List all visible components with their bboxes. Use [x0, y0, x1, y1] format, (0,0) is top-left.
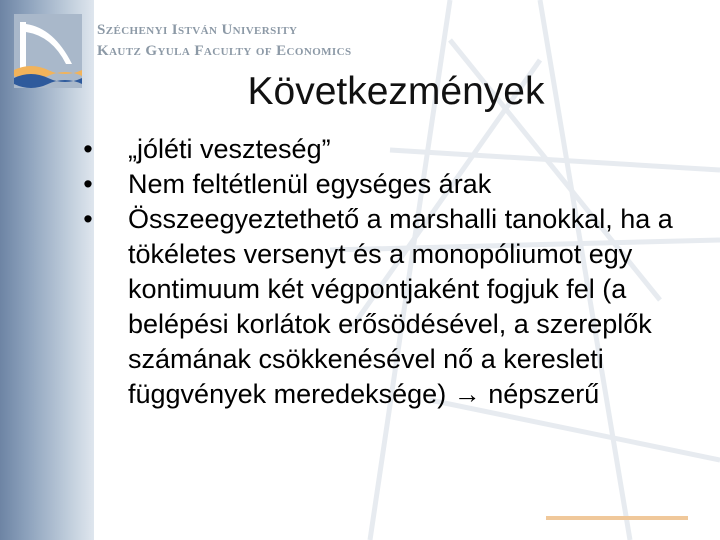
bullet-marker: • [83, 169, 93, 199]
university-name: Széchenyi István University [97, 22, 298, 38]
bullet-item [78, 132, 708, 167]
footer-accent-line [546, 516, 688, 520]
bullet-marker: • [83, 204, 93, 234]
bullet-marker: • [83, 134, 93, 164]
bullet-text: Nem feltétlenül egységes árak [128, 169, 492, 199]
bullet-text: Összeegyeztethető a marshalli tanokkal, ha a tökéletes versenyt és a monopóliumot egy kontimuum két végpontjaként fogjuk fel (a belépési korlátok erősödésével, a szereplők számának csökkenésével nő a keresleti függvények meredeksége) → népszerű [128, 204, 673, 409]
slide-title: Következmények [247, 70, 545, 113]
bullet-list [78, 132, 708, 412]
faculty-name: Kautz Gyula Faculty of Economics [97, 43, 352, 59]
bullet-item [78, 202, 708, 412]
bullet-item [78, 167, 708, 202]
university-header [97, 20, 351, 62]
bullet-text: „jóléti veszteség” [128, 134, 331, 164]
